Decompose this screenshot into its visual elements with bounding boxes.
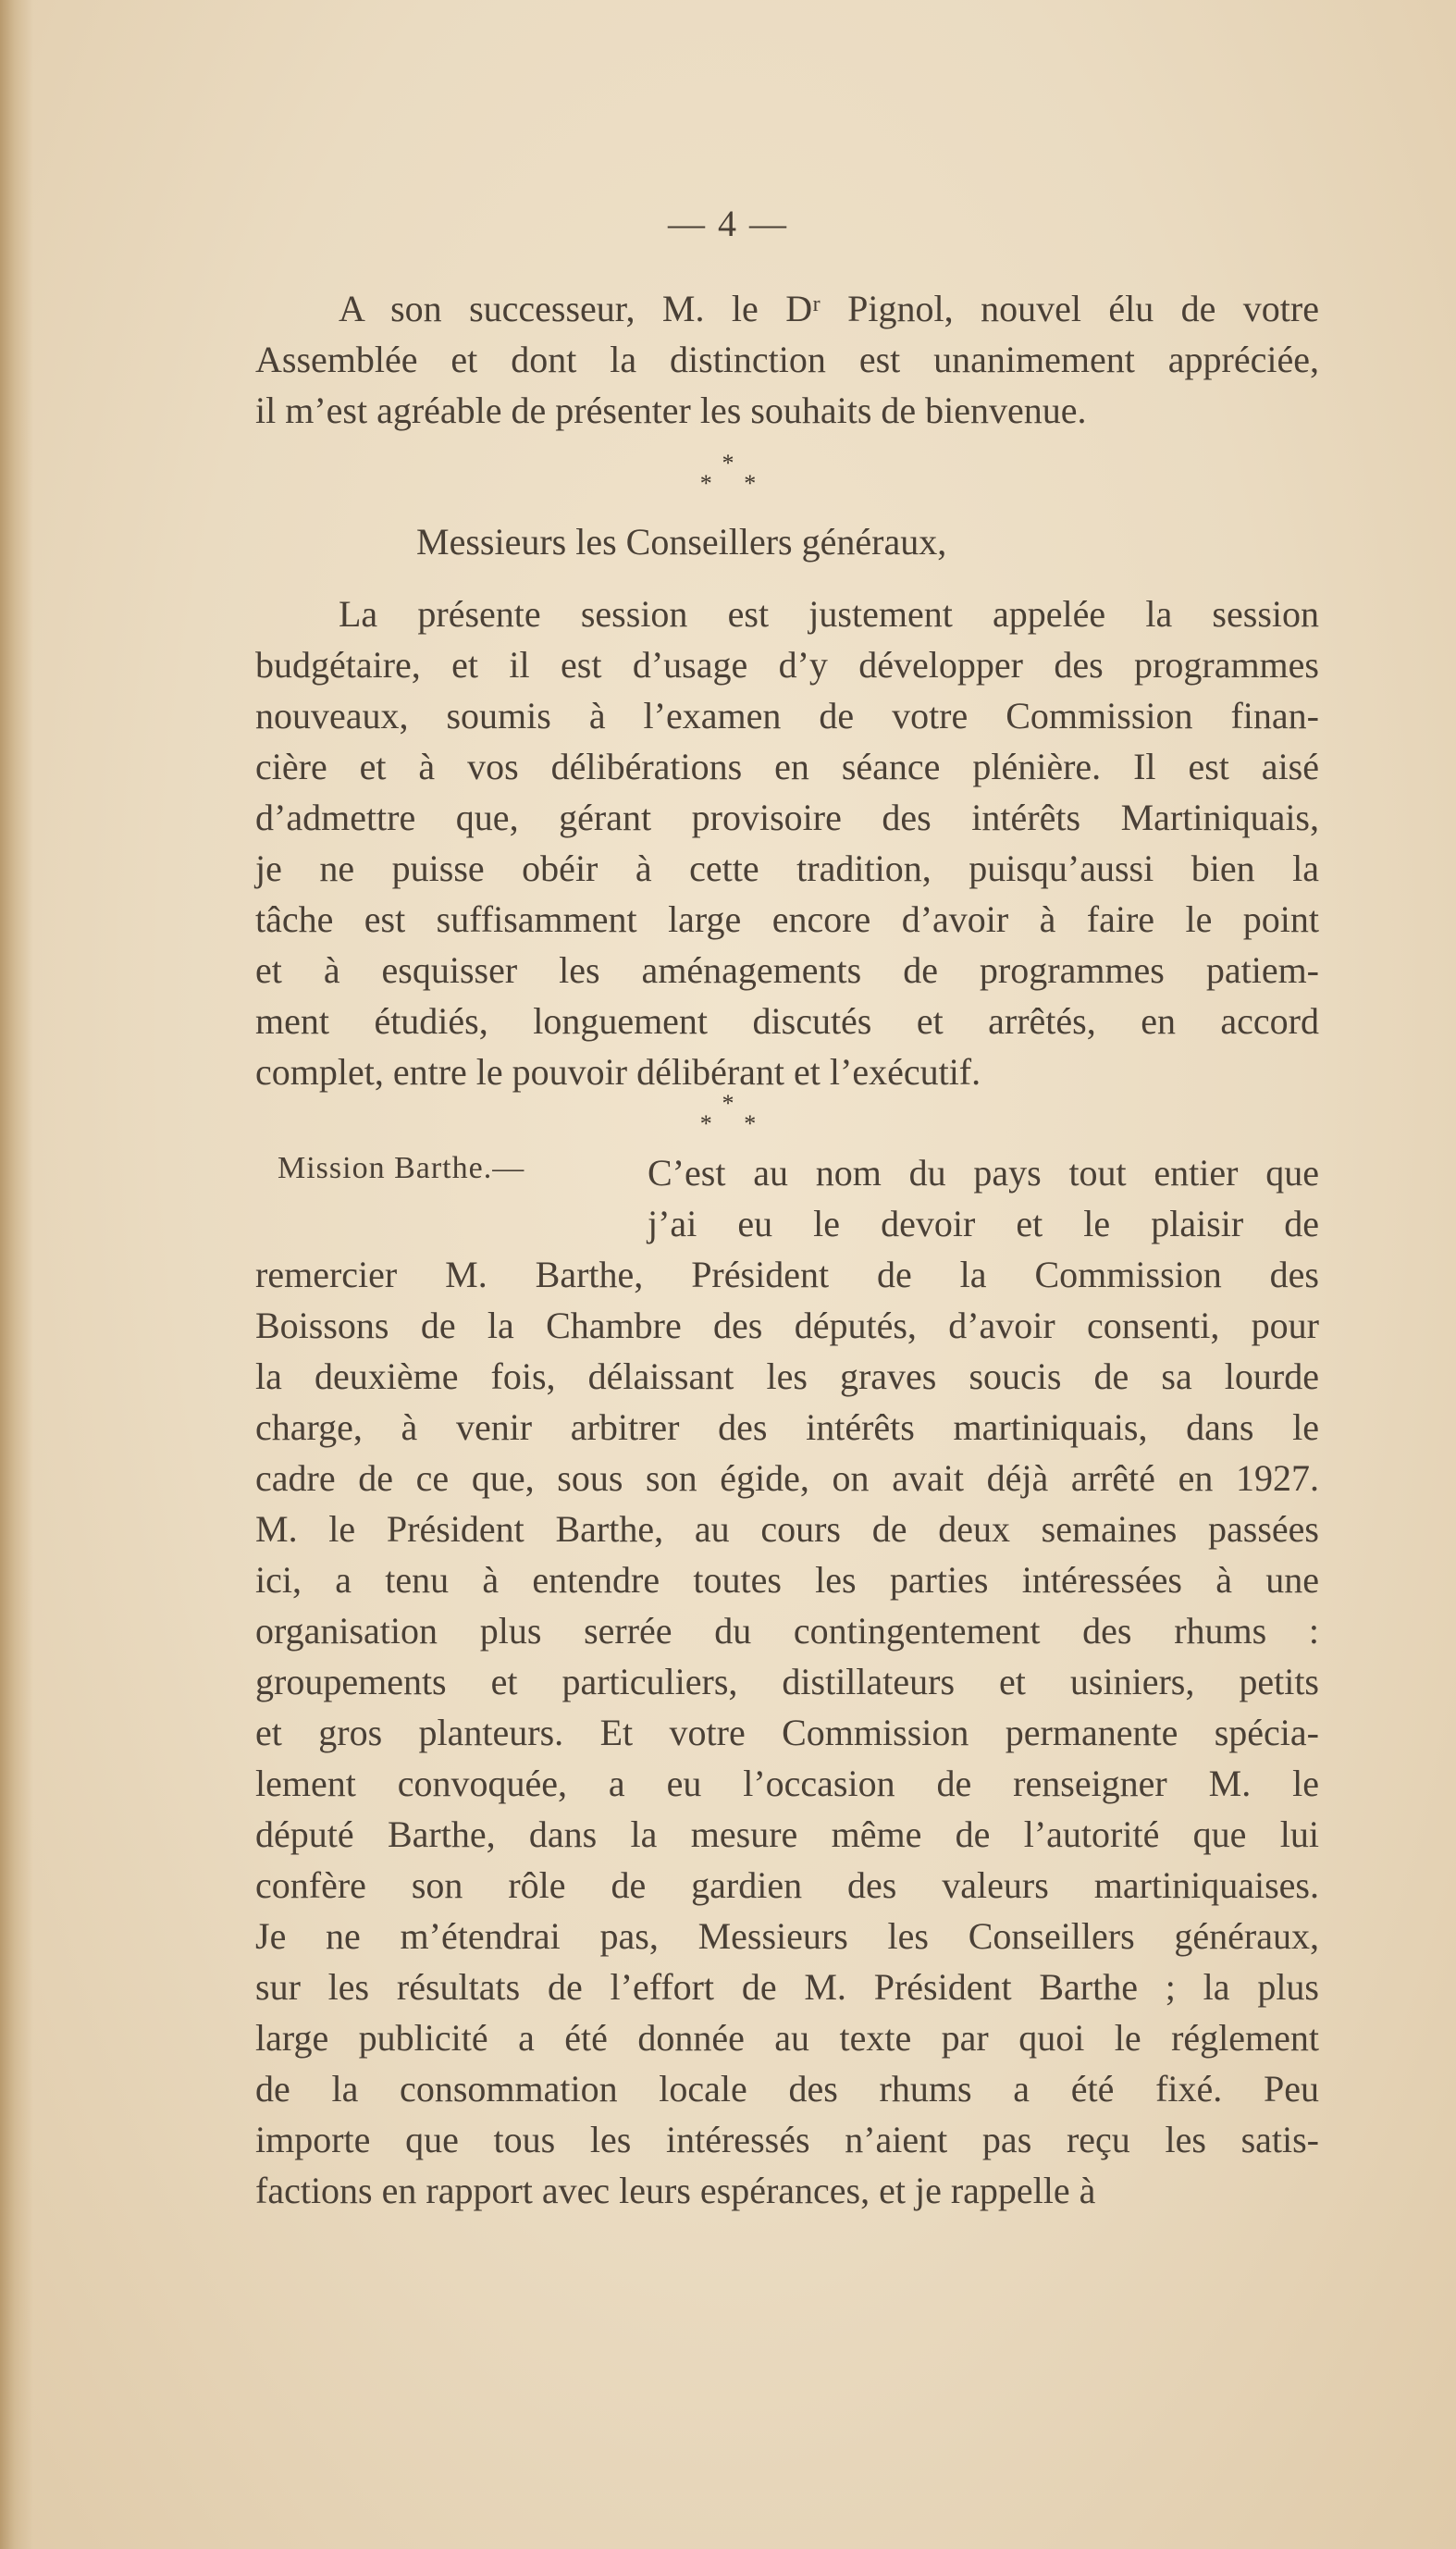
text-line: large publicité a été donnée au texte par quoi le réglement [255,2017,1319,2059]
session-paragraph [255,588,1319,1097]
text-line: ment étudiés, longuement discutés et arrêtés, en accord [255,1000,1319,1042]
text-line: tâche est suffisamment large encore d’avoir à faire le point [255,898,1319,940]
welcome-paragraph [255,283,1319,436]
text-line: j’ai eu le devoir et le plaisir de [648,1203,1319,1244]
text-line: confère son rôle de gardien des valeurs martiniquaises. [255,1864,1319,1906]
text-line: la deuxième fois, délaissant les graves soucis de sa lourde [255,1355,1319,1397]
text-line: A son successeur, M. le Dʳ Pignol, nouvel élu de votre [339,288,1319,329]
separator-asterism [0,1090,1456,1137]
text-line: lement convoquée, a eu l’occasion de renseigner M. le [255,1763,1319,1804]
text-line: groupements et particuliers, distillateurs et usiniers, petits [255,1661,1319,1702]
text-line: factions en rapport avec leurs espérances, et je rappelle à [255,2170,1096,2211]
asterism-bottom: * * [699,1110,770,1137]
text-line: charge, à venir arbitrer des intérêts martiniquais, dans le [255,1406,1319,1448]
text-line: M. le Président Barthe, au cours de deux semaines passées [255,1508,1319,1550]
text-line: complet, entre le pouvoir délibérant et l’exécutif. [255,1051,981,1093]
text-line: il m’est agréable de présenter les souhaits de bienvenue. [255,390,1087,431]
text-line: d’admettre que, gérant provisoire des intérêts Martiniquais, [255,797,1319,838]
page-number: — 4 — [668,203,788,244]
asterism-top: * [722,450,734,476]
asterism-bottom: * * [699,470,770,497]
salutation: Messieurs les Conseillers généraux, [416,521,947,563]
mission-first-lines [648,1147,1319,1249]
text-line: je ne puisse obéir à cette tradition, puisqu’aussi bien la [255,848,1319,889]
text-line: Assemblée et dont la distinction est unanimement appréciée, [255,339,1319,380]
text-line: sur les résultats de l’effort de M. Président Barthe ; la plus [255,1966,1319,2008]
text-line: cière et à vos délibérations en séance plénière. Il est aisé [255,746,1319,787]
text-line: budgétaire, et il est d’usage d’y développer des programmes [255,644,1319,686]
mission-paragraph [255,1249,1319,2216]
text-line: organisation plus serrée du contingentement des rhums : [255,1610,1319,1652]
text-line: et gros planteurs. Et votre Commission permanente spécia- [255,1712,1319,1753]
binding-edge [0,0,33,2549]
text-line: Boissons de la Chambre des députés, d’avoir consenti, pour [255,1305,1319,1346]
text-line: C’est au nom du pays tout entier que [648,1152,1319,1194]
margin-title: Mission Barthe.— [278,1151,525,1185]
asterism-top: * [722,1090,734,1117]
text-line: nouveaux, soumis à l’examen de votre Commission finan- [255,695,1319,736]
text-line: et à esquisser les aménagements de programmes patiem- [255,949,1319,991]
text-line: ici, a tenu à entendre toutes les parties intéressées à une [255,1559,1319,1601]
text-line: cadre de ce que, sous son égide, on avait déjà arrêté en 1927. [255,1457,1319,1499]
text-line: importe que tous les intéressés n’aient pas reçu les satis- [255,2119,1319,2160]
separator-asterism [0,450,1456,497]
text-line: La présente session est justement appelée la session [339,593,1319,635]
text-line: Je ne m’étendrai pas, Messieurs les Conseillers généraux, [255,1915,1319,1957]
text-line: remercier M. Barthe, Président de la Commission des [255,1254,1319,1295]
text-line: député Barthe, dans la mesure même de l’autorité que lui [255,1813,1319,1855]
text-line: de la consommation locale des rhums a été fixé. Peu [255,2068,1319,2110]
